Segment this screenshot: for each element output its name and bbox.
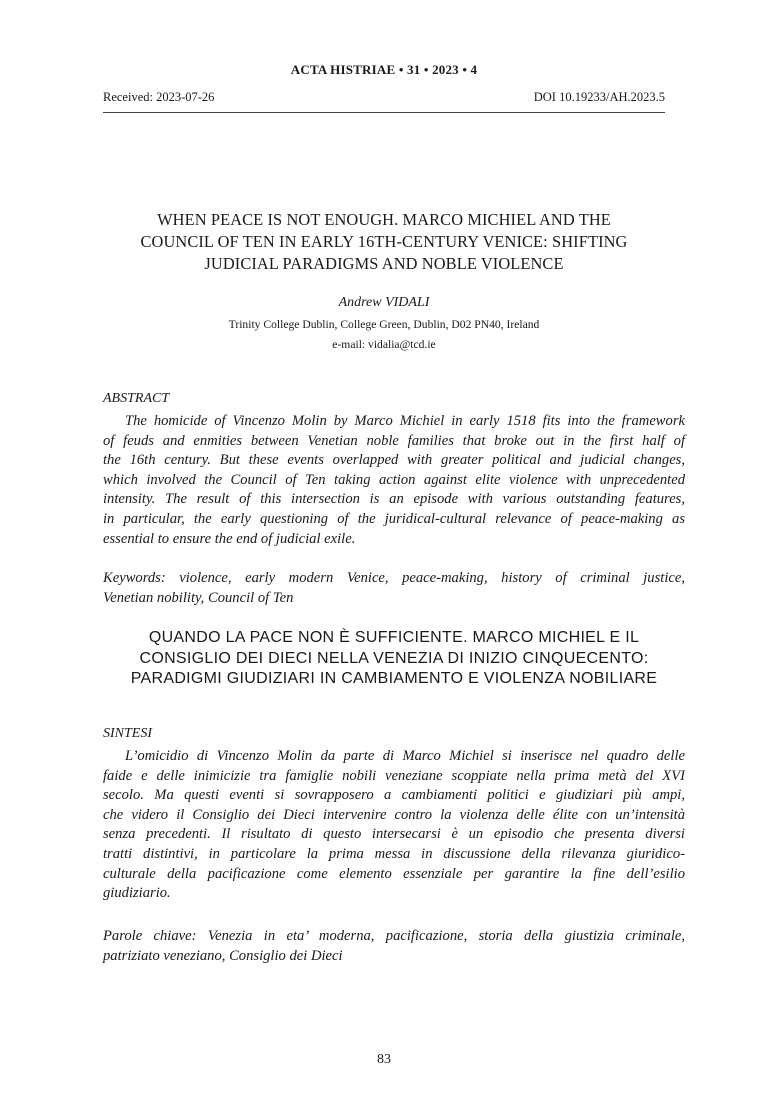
title-line: WHEN PEACE IS NOT ENOUGH. MARCO MICHIEL AND THE [157,210,611,229]
author-name: Andrew VIDALI [338,295,430,310]
abstract-body [103,412,685,549]
journal-header: ACTA HISTRIAE • 31 • 2023 • 4 [290,62,478,77]
sintesi-line: tratti distintivi, in particolare la prima messa in discussione della rilevanza giuridico- [103,845,685,862]
abstract-line: intensity. The result of this intersection is an episode with various outstanding features, [103,491,685,508]
abstract-heading: ABSTRACT [103,391,170,406]
sintesi-line: faide e delle inimicizie tra famiglie nobili veneziane scoppiate nella prima metà del XVI [103,767,685,784]
abstract-keywords [103,569,685,608]
keywords-line: patriziato veneziano, Consiglio dei Dieci [103,947,343,964]
keywords-line: Venetian nobility, Council of Ten [103,589,294,606]
sintesi-line: giudiziario. [103,885,171,902]
received-date: Received: 2023-07-26 [103,90,215,104]
article-meta [103,90,665,105]
abstract-line: in particular, the early questioning of the juridical-cultural relevance of peace-making as [103,510,685,527]
abstract-line: The homicide of Vincenzo Molin by Marco Michiel in early 1518 fits into the framework [125,413,685,429]
abstract-line: which involved the Council of Ten taking action against elite violence with unprecedented [103,471,685,488]
abstract-line: the 16th century. But these events overlapped with greater political and judicial changes, [103,452,685,469]
title-line: COUNCIL OF TEN IN EARLY 16TH-CENTURY VENICE: SHIFTING [140,232,628,251]
author-email: e-mail: vidalia@tcd.ie [332,338,436,351]
sintesi-line: culturale della pacificazione come elemento essenziale per garantire la fine dell’esilio [103,865,685,882]
keywords-line: Keywords: violence, early modern Venice, peace-making, history of criminal justice, [103,570,685,586]
keywords-line: Parole chiave: Venezia in eta’ moderna, pacificazione, storia della giustizia criminale, [103,928,685,944]
article-title [103,209,665,275]
abstract-line: essential to ensure the end of judicial exile. [103,530,356,547]
sintesi-body [103,747,685,904]
header-rule [103,112,665,113]
sintesi-line: che videro il Consiglio dei Dieci intervenire contro la violenza delle élite con un’intensità [103,806,685,823]
italian-title-line: PARADIGMI GIUDIZIARI IN CAMBIAMENTO E VIOLENZA NOBILIARE [130,670,658,687]
abstract-line: of feuds and enmities between Venetian noble families that broke out in the first half of [103,432,685,449]
sintesi-heading: SINTESI [103,726,152,741]
italian-title-line: CONSIGLIO DEI DIECI NELLA VENEZIA DI INIZIO CINQUECENTO: [139,649,649,667]
sintesi-line: L’omicidio di Vincenzo Molin da parte di Marco Michiel si inserisce nel quadro delle [125,748,685,764]
doi: DOI 10.19233/AH.2023.5 [533,90,665,104]
sintesi-line: senza precedenti. Il risultato di questo intersecarsi è un episodio che presenta diversi [103,826,685,843]
italian-title [103,628,685,690]
sintesi-keywords [103,927,685,966]
title-line: JUDICIAL PARADIGMS AND NOBLE VIOLENCE [204,254,564,273]
italian-title-line: QUANDO LA PACE NON È SUFFICIENTE. MARCO MICHIEL E IL [148,629,640,646]
author-affiliation: Trinity College Dublin, College Green, Dublin, D02 PN40, Ireland [228,318,540,331]
sintesi-line: secolo. Ma questi eventi si sovrapposero a cambiamenti politici e giudiziari più ampi, [103,787,685,804]
page-number: 83 [377,1052,391,1067]
